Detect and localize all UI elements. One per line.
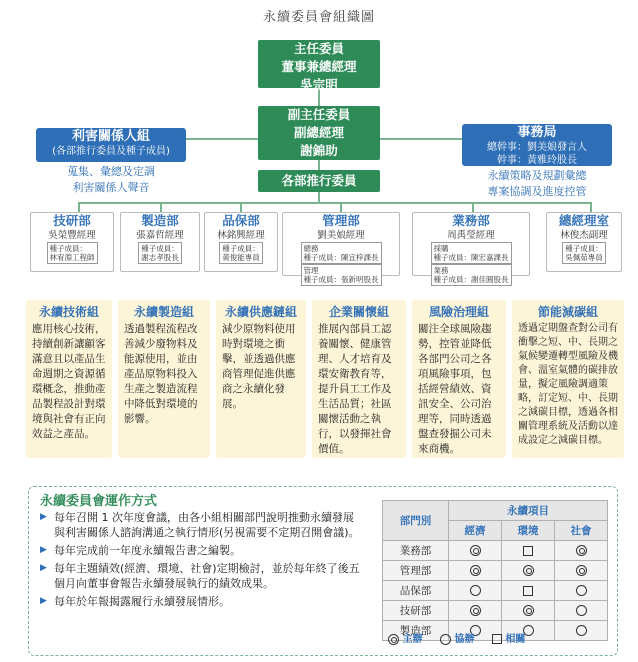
dept-name: 管理部 bbox=[322, 213, 360, 228]
double-circle-icon bbox=[388, 634, 399, 645]
secretariat-desc bbox=[462, 168, 612, 200]
double-circle-icon bbox=[576, 545, 587, 556]
secretariat-desc-line: 專案協調及進度控管 bbox=[487, 185, 587, 198]
stakeholder-sub: (各部推行委員及種子成員) bbox=[52, 146, 170, 157]
group-manufacturing bbox=[118, 300, 210, 458]
seed-member-unit: 採購 bbox=[433, 244, 449, 253]
table-cell bbox=[449, 601, 502, 621]
operation-item: ▶ 每年於年報揭露履行永續發展情形。 bbox=[40, 594, 360, 609]
table-header-col: 經濟 bbox=[449, 521, 502, 541]
secretariat-box bbox=[462, 124, 612, 166]
responsibility-table bbox=[382, 500, 608, 641]
dept-qa bbox=[204, 212, 278, 272]
seed-member bbox=[301, 242, 382, 264]
group-title: 永續製造組 bbox=[133, 305, 194, 319]
group-title: 永續技術組 bbox=[38, 305, 99, 319]
connector bbox=[160, 202, 162, 212]
dept-name: 業務部 bbox=[452, 213, 490, 228]
seed-member-name: 吳佩茹專員 bbox=[565, 253, 603, 262]
table-dept-cell: 管理部 bbox=[383, 561, 449, 581]
table-row bbox=[383, 561, 608, 581]
group-body: 減少原物料使用時對環境之衝擊，並透過供應商管理促進供應商之永續化發展。 bbox=[222, 323, 296, 410]
chart-title: 永續委員會組織圖 bbox=[262, 10, 375, 25]
table-cell bbox=[449, 581, 502, 601]
group-care bbox=[312, 300, 406, 458]
circle-icon bbox=[576, 625, 587, 636]
committee-members-label: 各部推行委員 bbox=[281, 173, 357, 188]
stakeholder-desc-line: 蒐集、彙總及定調 bbox=[67, 165, 155, 178]
dept-manager: 林銘興經理 bbox=[217, 230, 265, 241]
seed-member-unit: 業務 bbox=[433, 266, 449, 275]
vice-chair-box bbox=[258, 106, 380, 160]
table-cell bbox=[502, 581, 555, 601]
vice-chair-line: 副主任委員 bbox=[287, 107, 351, 122]
circle-icon bbox=[576, 585, 587, 596]
group-title: 風險治理組 bbox=[428, 305, 489, 319]
group-risk bbox=[412, 300, 506, 458]
group-body: 關注全球風險趨勢，控管並降低各部門公司之各項風險事項，包括經營績效、資訊安全、公司治理等，同時透過盤查發掘公司未來商機。 bbox=[418, 323, 492, 455]
square-icon bbox=[523, 546, 533, 556]
table-row bbox=[383, 541, 608, 561]
secretariat-sub: 幹事：黃雅玲股長 bbox=[497, 155, 577, 166]
double-circle-icon bbox=[470, 545, 481, 556]
operation-list bbox=[40, 510, 360, 612]
connector bbox=[78, 202, 590, 204]
operation-item: ▶ 每年完成前一年度永續報告書之編製。 bbox=[40, 543, 360, 558]
seed-member-label: 種子成員： bbox=[303, 275, 341, 284]
secretariat-desc-line: 永續策略及規劃彙總 bbox=[487, 169, 587, 182]
legend-item bbox=[440, 634, 474, 645]
seed-member-label: 種子成員： bbox=[303, 253, 341, 262]
table-cell bbox=[449, 561, 502, 581]
double-circle-icon bbox=[576, 565, 587, 576]
legend-label: 相關 bbox=[505, 634, 526, 645]
circle-icon bbox=[440, 634, 451, 645]
table-cell bbox=[502, 601, 555, 621]
seed-member bbox=[301, 264, 382, 286]
double-circle-icon bbox=[470, 565, 481, 576]
group-carbon bbox=[512, 300, 624, 458]
table-dept-cell: 品保部 bbox=[383, 581, 449, 601]
operation-title: 永續委員會運作方式 bbox=[40, 494, 158, 509]
table-cell bbox=[449, 541, 502, 561]
seed-member bbox=[47, 242, 98, 264]
table-row bbox=[383, 601, 608, 621]
seed-member-label: 種子成員： bbox=[433, 253, 471, 262]
table-cell bbox=[555, 541, 608, 561]
seed-member-label: 種子成員： bbox=[433, 275, 471, 284]
table-body bbox=[383, 541, 608, 641]
square-icon bbox=[523, 586, 533, 596]
seed-member-name: 陳宏嘉課長 bbox=[471, 253, 509, 262]
legend-label: 主辦 bbox=[402, 634, 423, 645]
connector bbox=[340, 202, 342, 212]
table-cell bbox=[555, 601, 608, 621]
circle-icon bbox=[470, 585, 481, 596]
chair-line: 主任委員 bbox=[293, 41, 344, 56]
group-body: 應用核心技術，持續創新讓顧客滿意且以產品生命週期之資源循環概念，推動產品製程設計對環境與社會有正向效益之產品。 bbox=[32, 323, 106, 440]
operation-item: ▶ 每年召開 1 次年度會議，由各小組相關部門說明推動永續發展與利害關係人諮詢溝通之執行情形(另視需要不定期召開會議)。 bbox=[40, 510, 360, 540]
group-tech bbox=[26, 300, 112, 458]
connector bbox=[472, 202, 474, 212]
seed-member bbox=[219, 242, 263, 264]
seed-member bbox=[138, 242, 182, 264]
committee-members-box bbox=[258, 170, 380, 192]
seed-member-name: 謝佳圓股長 bbox=[471, 275, 509, 284]
legend-item bbox=[388, 634, 422, 645]
seed-member-name: 林宥淵工程師 bbox=[49, 253, 95, 262]
dept-name: 品保部 bbox=[222, 213, 260, 228]
dept-manager: 周禹瑩經理 bbox=[447, 230, 495, 241]
dept-rd bbox=[30, 212, 114, 272]
dept-gm-office bbox=[546, 212, 622, 272]
table-header-group: 永續項目 bbox=[449, 501, 608, 521]
connector bbox=[240, 202, 242, 212]
seed-member-label: 種子成員： bbox=[49, 244, 87, 253]
table-cell bbox=[555, 621, 608, 641]
group-title: 永續供應鏈組 bbox=[224, 305, 297, 319]
connector bbox=[78, 202, 80, 212]
stakeholder-box bbox=[36, 128, 186, 162]
dept-name: 總經理室 bbox=[558, 213, 609, 228]
vice-chair-line: 副總經理 bbox=[293, 125, 344, 140]
dept-manager: 林俊杰副理 bbox=[560, 230, 608, 241]
table-row bbox=[383, 581, 608, 601]
stakeholder-desc bbox=[36, 164, 186, 196]
stakeholder-desc-line: 利害關係人聲音 bbox=[72, 181, 150, 194]
stakeholder-title: 利害關係人組 bbox=[71, 129, 150, 144]
table-cell bbox=[502, 561, 555, 581]
chair-line: 董事兼總經理 bbox=[281, 59, 357, 74]
vice-chair-line: 謝錦助 bbox=[300, 143, 338, 158]
seed-member bbox=[562, 242, 606, 264]
group-body: 透過製程流程改善減少廢物料及能源使用，並由產品原物料投入生產之製造流程中降低對環境的影響。 bbox=[124, 323, 198, 425]
group-title: 節能減碳組 bbox=[537, 305, 598, 319]
secretariat-title: 事務局 bbox=[517, 125, 557, 140]
operation-item: ▶ 每年主題績效(經濟、環境、社會)定期檢討，並於每年終了後五個月向董事會報告永續發展執行的績效成果。 bbox=[40, 561, 360, 591]
group-title: 企業關懷組 bbox=[328, 305, 389, 319]
seed-member-unit: 總務 bbox=[303, 244, 319, 253]
seed-member-name: 謝志孝股長 bbox=[141, 253, 179, 262]
group-supply-chain bbox=[216, 300, 306, 458]
double-circle-icon bbox=[470, 605, 481, 616]
dept-manager: 劉美娘經理 bbox=[317, 230, 365, 241]
table-header-col: 社會 bbox=[555, 521, 608, 541]
table-dept-cell: 製造部 bbox=[383, 621, 449, 641]
dept-manufacturing bbox=[120, 212, 200, 272]
chair-line: 吳宗明 bbox=[300, 77, 338, 92]
seed-member-name: 陳宜梓課長 bbox=[341, 253, 379, 262]
seed-member-label: 種子成員： bbox=[222, 244, 260, 253]
group-body: 透過定期盤查對公司有衝擊之短、中、長期之氣候變遷轉型風險及機會、溫室氣體的碳排放量，擬定風險調適策略，訂定短、中、長期之減碳目標，透過各相關管理系統及活動以達成設定之減碳目標。 bbox=[518, 323, 618, 446]
legend-label: 協辦 bbox=[454, 634, 475, 645]
seed-member-unit: 管理 bbox=[303, 266, 319, 275]
circle-icon bbox=[576, 605, 587, 616]
dept-name: 製造部 bbox=[141, 213, 179, 228]
table-header-dept: 部門別 bbox=[383, 501, 449, 541]
double-circle-icon bbox=[523, 565, 534, 576]
secretariat-sub: 總幹事：劉美娘發言人 bbox=[487, 142, 587, 153]
table-cell bbox=[555, 561, 608, 581]
table-cell bbox=[555, 581, 608, 601]
connector bbox=[590, 202, 592, 212]
seed-member-name: 黃俊能專員 bbox=[222, 253, 260, 262]
seed-member bbox=[431, 242, 512, 264]
seed-member-name: 張新明股長 bbox=[341, 275, 379, 284]
table-cell bbox=[502, 541, 555, 561]
seed-member bbox=[431, 264, 512, 286]
seed-member-label: 種子成員： bbox=[141, 244, 179, 253]
dept-admin bbox=[282, 212, 400, 284]
square-icon bbox=[492, 634, 502, 644]
double-circle-icon bbox=[523, 605, 534, 616]
table-dept-cell: 技研部 bbox=[383, 601, 449, 621]
table-legend bbox=[388, 630, 539, 645]
dept-manager: 張嘉哲經理 bbox=[136, 230, 184, 241]
table-dept-cell: 業務部 bbox=[383, 541, 449, 561]
legend-item bbox=[492, 634, 525, 645]
seed-member-label: 種子成員： bbox=[565, 244, 603, 253]
dept-manager: 吳榮豐經理 bbox=[48, 230, 96, 241]
table-header-col: 環境 bbox=[502, 521, 555, 541]
dept-sales bbox=[412, 212, 530, 284]
group-body: 推展內部員工認養關懷、健康管理、人才培育及環安衛教育等，提升員工工作及生活品質；社區關懷活動之執行，以發揮社會價值。 bbox=[318, 323, 392, 455]
chair-box bbox=[258, 40, 380, 92]
dept-name: 技研部 bbox=[53, 213, 91, 228]
